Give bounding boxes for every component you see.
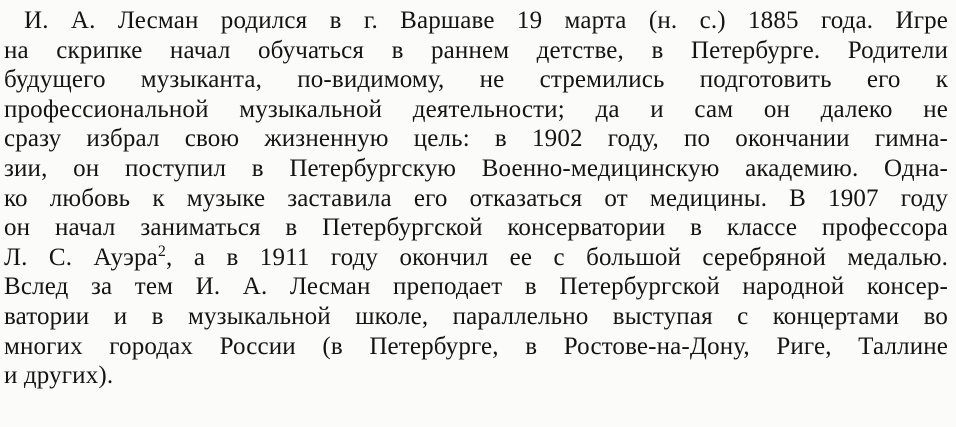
text-line-9-start: Л. С. Ауэра — [4, 243, 158, 271]
text-line-2: на скрипке начал обучаться в раннем детстве, в Петербурге. Родители — [4, 36, 948, 64]
text-line-1: И. А. Лесман родился в г. Варшаве 19 марта (н. с.) 1885 года. Игре — [24, 7, 948, 34]
text-line-9-end: , а в 1911 году окончил ее с большой серебряной медалью. — [166, 243, 948, 271]
text-line-3: будущего музыканта, по-видимому, не стремились подготовить его к — [4, 66, 948, 94]
text-line-12: многих городах России (в Петербурге, в Ростове-на-Дону, Риге, Таллине — [4, 332, 948, 360]
text-line-4: профессиональной музыкальной деятельности; да и сам он далеко не — [4, 95, 948, 123]
paragraph — [4, 6, 948, 391]
text-line-9 — [4, 243, 948, 273]
text-line-10: Вслед за тем И. А. Лесман преподает в Петербургской народной консер- — [4, 273, 948, 301]
text-line-11: ватории и в музыкальной школе, параллельно выступая с концертами во — [4, 302, 948, 330]
text-line-8: он начал заниматься в Петербургской консерватории в классе профессора — [4, 214, 948, 242]
text-line-6: зии, он поступил в Петербургскую Военно-медицинскую академию. Одна- — [4, 154, 948, 182]
text-line-7: ко любовь к музыке заставила его отказаться от медицины. В 1907 году — [4, 184, 948, 212]
text-line-13: и других). — [4, 362, 114, 390]
text-line-5: сразу избрал свою жизненную цель: в 1902 году, по окончании гимна- — [4, 125, 948, 153]
footnote-mark: 2 — [157, 242, 167, 260]
